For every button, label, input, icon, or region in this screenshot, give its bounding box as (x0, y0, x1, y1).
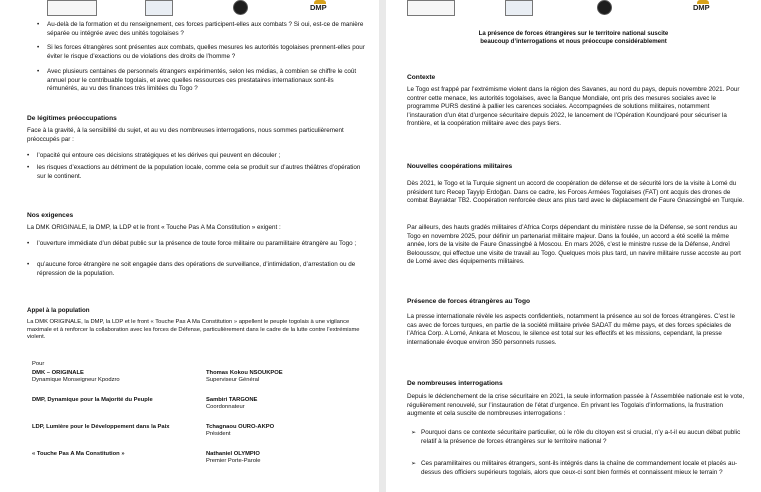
section-text: La DMK ORIGINALE, la DMP, la LDP et le front « Touche Pas A Ma Constitution » exigent : (27, 224, 281, 231)
crest-logo (47, 0, 97, 16)
question-bullet: ➢ Ces paramilitaires ou militaires étrangers, sont-ils intégrés dans la chaîne de commandement locale et placés au-dessus des officiers supérieurs togolais, alors que ceux-ci sont bien formés et connaissent mieux le terrain ? (421, 460, 746, 477)
signature-org: LDP, Lumière pour le Développement dans la Paix (32, 424, 170, 430)
section-heading: Présence de forces étrangères au Togo (407, 298, 531, 305)
dmp-logo-text: DMP (310, 3, 327, 12)
section-text: Dès 2021, le Togo et la Turquie signent un accord de coopération de défense et de sécurité lors de la visite à Lomé du président turc Recep Tayyip Erdoğan. Dans ce cadre, les Forces Armées Togolaises (FAT) ont acquis des drones de combat Bayraktar TB2. Coopération renforcée deux ans plus tard avec le déplacement de Faure Gnassingbé en Turquie. (407, 180, 744, 204)
round-logo (597, 0, 612, 15)
section-heading: Nouvelles coopérations militaires (407, 163, 513, 170)
section-text: La presse internationale révèle les aspects confidentiels, notamment la présence au sol de forces étrangères. C’est le cas avec de forces turques, en partie de la société militaire privée SADAT du même pays, et des forces spéciales de l’Africa Corp. A Lomé, Ankara et Moscou, le silence est total sur les effectifs et les missions, cependant, la presse internationale évoque environ 350 personnels russes. (407, 313, 735, 346)
section-heading: Nos exigences (27, 212, 74, 219)
demand-bullet: • l’ouverture immédiate d’un débat public sur la présence de toute force militaire ou paramilitaire étrangère au Togo ; (37, 240, 367, 249)
signatory: Sambiri TARGONE Coordonnateur (206, 397, 258, 411)
section-heading: De légitimes préoccupations (27, 115, 117, 122)
document-page-1 (0, 0, 379, 492)
concern-bullet: • l’opacité qui entoure ces décisions stratégiques et les dérives qui peuvent en découler ; (37, 152, 367, 161)
section-heading: Contexte (407, 74, 436, 81)
section-text: Le Togo est frappé par l’extrémisme violent dans la région des Savanes, au nord du pays, depuis novembre 2021. Pour contrer cette menace, les autorités togolaises, avec la Banque Mondiale, ont pris des mesures sociales avec le programme PURS destiné à pallier les carences sociales. Accompagnées de solutions militaires, notamment l’instauration d’un état d’urgence sécuritaire depuis 2022, le lancement de l’Opération Koundjoaré pour sécuriser la frontière, et la coopération militaire avec des pays tiers. (407, 86, 740, 127)
section-heading: Appel à la population (27, 307, 90, 314)
document-page-2 (386, 0, 761, 492)
appeal-text: La DMK ORIGINALE, la DMP, la LDP et le front « Touche Pas A Ma Constitution » appellent le peuple togolais à une vigilance maximale et à renforcer la collaboration avec les forces de Défense, particulièrement dans le cadre de la lutte contre l’extrémisme violent. (27, 319, 360, 341)
signature-org: « Touche Pas A Ma Constitution » (32, 451, 125, 457)
demand-bullet: • qu’aucune force étrangère ne soit engagée dans des opérations de surveillance, d’intimidation, d’arrestation ou de répression de la population. (37, 261, 367, 278)
question-bullet: ➢ Pourquoi dans ce contexte sécuritaire particulier, où le rôle du citoyen est si crucial, n’y a-t-il eu aucun débat public relatif à la présence de forces étrangères sur le territoire national ? (421, 429, 746, 446)
page-title: La présence de forces étrangères sur le territoire national suscite beaucoup d’interrogations et nous préoccupe considérablement (478, 30, 669, 46)
signatory: Thomas Kokou NSOUKPOE Superviseur Général (206, 370, 283, 384)
intro-bullet: • Au-delà de la formation et du renseignement, ces forces participent-elles aux combats ? Si oui, est-ce de manière séparée ou intégrée avec des unités togolaises ? (47, 21, 367, 38)
section-heading: De nombreuses interrogations (407, 380, 503, 387)
signatory: Nathaniel OLYMPIO Premier Porte-Parole (206, 451, 261, 465)
signature-org: DMK – ORIGINALE Dynamique Monseigneur Kpodzro (32, 370, 120, 384)
signature-pour: Pour (32, 361, 45, 367)
signatory: Tchagnaou OURO-AKPO Président (206, 424, 275, 438)
emblem-logo (145, 0, 173, 16)
section-text: Face à la gravité, à la sensibilité du sujet, et au vu des nombreuses interrogations, nous sommes particulièrement préoccupés par : (27, 127, 344, 143)
emblem-logo (505, 0, 533, 16)
crest-logo (407, 0, 455, 16)
section-text: Depuis le déclenchement de la crise sécuritaire en 2021, la seule information passée à l’Assemblée nationale est le vote, régulièrement renouvelé, sur l’instauration de l’état d’urgence. En privant les Togolais d’informations, la frustration augmente et cela suscite de nombreuses interrogations : (407, 393, 745, 417)
dmp-logo-text: DMP (693, 3, 710, 12)
section-text: Par ailleurs, des hauts gradés militaires d’Africa Corps dépendant du ministère russe de la Défense, se sont rendus au Togo en novembre 2025, pour définir un partenariat militaire majeur. Dans la foulée, un accord a été scellé la même année, lors de la visite de Faure Gnassingbé à Moscou. En mars 2026, c’est le ministre russe de la Défense, Andreï Belooussov, qui effectue une visite de travail au Togo. Quelques mois plus tard, un navire militaire russe accoste au port de Lomé avec des équipements militaires. (407, 224, 741, 265)
signature-org: DMP, Dynamique pour la Majorité du Peuple (32, 397, 153, 403)
round-logo (233, 0, 248, 15)
concern-bullet: • les risques d’exactions au détriment de la population locale, comme cela se produit sur d’autres théâtres d’opération sur le continent. (37, 164, 367, 181)
intro-bullet: • Avec plusieurs centaines de personnels étrangers expérimentés, selon les médias, à combien se chiffre le coût annuel pour le contribuable togolais, et avec quelles ressources ces prestataires internationaux sont-ils rémunérés, au vu des finances très limitées du Togo ? (47, 68, 367, 94)
intro-bullet: • Si les forces étrangères sont présentes aux combats, quelles mesures les autorités togolaises prennent-elles pour éviter le risque d’exactions ou de violations des droits de l’homme ? (47, 44, 367, 61)
